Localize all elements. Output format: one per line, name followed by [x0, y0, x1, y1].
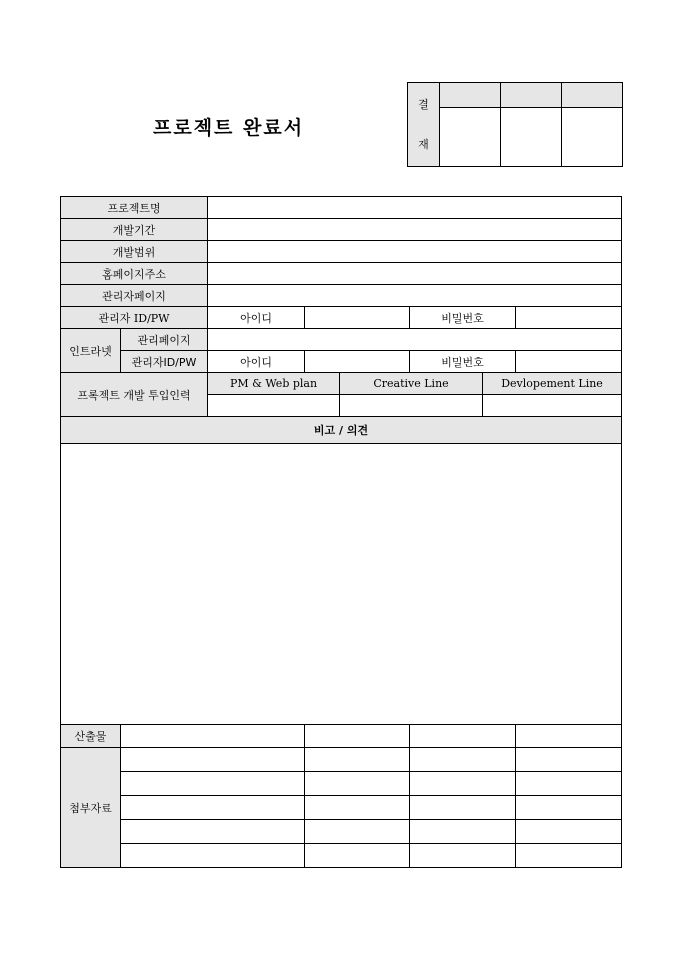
staff-col-creative: Creative Line [340, 373, 483, 395]
label-admin-page: 관리자페이지 [61, 285, 208, 307]
attachment-cell[interactable] [305, 772, 410, 796]
attachment-cell[interactable] [121, 772, 305, 796]
attachment-cell[interactable] [305, 820, 410, 844]
attachment-cell[interactable] [516, 820, 622, 844]
field-intranet-id[interactable] [305, 351, 410, 373]
label-admin-pw: 비밀번호 [410, 307, 516, 329]
deliverable-cell-4[interactable] [516, 725, 622, 748]
label-intranet-id: 아이디 [208, 351, 305, 373]
label-attachments: 첨부자료 [61, 748, 121, 868]
attachment-cell[interactable] [516, 796, 622, 820]
approval-label-bottom: 재 [418, 137, 429, 151]
attachment-cell[interactable] [410, 772, 516, 796]
deliverable-cell-1[interactable] [121, 725, 305, 748]
label-dev-scope: 개발범위 [61, 241, 208, 263]
field-dev-period[interactable] [208, 219, 622, 241]
field-admin-id[interactable] [305, 307, 410, 329]
approval-sign-2[interactable] [501, 108, 562, 167]
label-admin-idpw: 관리자 ID/PW [61, 307, 208, 329]
completion-form [60, 196, 622, 868]
label-project-name: 프로젝트명 [61, 197, 208, 219]
label-intranet-pw: 비밀번호 [410, 351, 516, 373]
label-admin-id: 아이디 [208, 307, 305, 329]
attachment-cell[interactable] [516, 844, 622, 868]
attachment-cell[interactable] [410, 844, 516, 868]
field-project-name[interactable] [208, 197, 622, 219]
attachment-cell[interactable] [121, 748, 305, 772]
label-homepage-addr: 홈페이지주소 [61, 263, 208, 285]
attachment-cell[interactable] [121, 820, 305, 844]
attachment-cell[interactable] [305, 748, 410, 772]
deliverable-cell-2[interactable] [305, 725, 410, 748]
approval-sign-1[interactable] [440, 108, 501, 167]
approval-box [407, 82, 623, 167]
label-intranet-admin-page: 관리페이지 [121, 329, 208, 351]
staff-col-pm: PM & Web plan [208, 373, 340, 395]
attachment-cell[interactable] [305, 796, 410, 820]
attachment-cell[interactable] [516, 772, 622, 796]
approval-label [408, 83, 440, 167]
attachment-cell[interactable] [121, 844, 305, 868]
staff-col-dev: Devlopement Line [483, 373, 622, 395]
approval-header-1 [440, 83, 501, 108]
page-title: 프로젝트 완료서 [153, 117, 305, 139]
field-homepage-addr[interactable] [208, 263, 622, 285]
approval-sign-3[interactable] [562, 108, 623, 167]
attachment-cell[interactable] [121, 796, 305, 820]
approval-header-2 [501, 83, 562, 108]
field-staff-dev[interactable] [483, 395, 622, 417]
remarks-body[interactable] [61, 444, 622, 725]
field-intranet-admin-page[interactable] [208, 329, 622, 351]
field-admin-page[interactable] [208, 285, 622, 307]
field-admin-pw[interactable] [516, 307, 622, 329]
attachment-cell[interactable] [516, 748, 622, 772]
attachment-cell[interactable] [305, 844, 410, 868]
field-intranet-pw[interactable] [516, 351, 622, 373]
field-staff-creative[interactable] [340, 395, 483, 417]
attachment-cell[interactable] [410, 820, 516, 844]
label-intranet-admin-idpw: 관리자ID/PW [121, 351, 208, 373]
attachment-cell[interactable] [410, 748, 516, 772]
label-intranet: 인트라넷 [61, 329, 121, 373]
field-dev-scope[interactable] [208, 241, 622, 263]
field-staff-pm[interactable] [208, 395, 340, 417]
label-deliverables: 산출물 [61, 725, 121, 748]
remarks-header: 비고 / 의견 [61, 417, 622, 444]
deliverable-cell-3[interactable] [410, 725, 516, 748]
approval-header-3 [562, 83, 623, 108]
attachment-cell[interactable] [410, 796, 516, 820]
approval-label-top: 결 [418, 97, 429, 111]
label-dev-period: 개발기간 [61, 219, 208, 241]
label-staff: 프록젝트 개발 투입인력 [61, 373, 208, 417]
